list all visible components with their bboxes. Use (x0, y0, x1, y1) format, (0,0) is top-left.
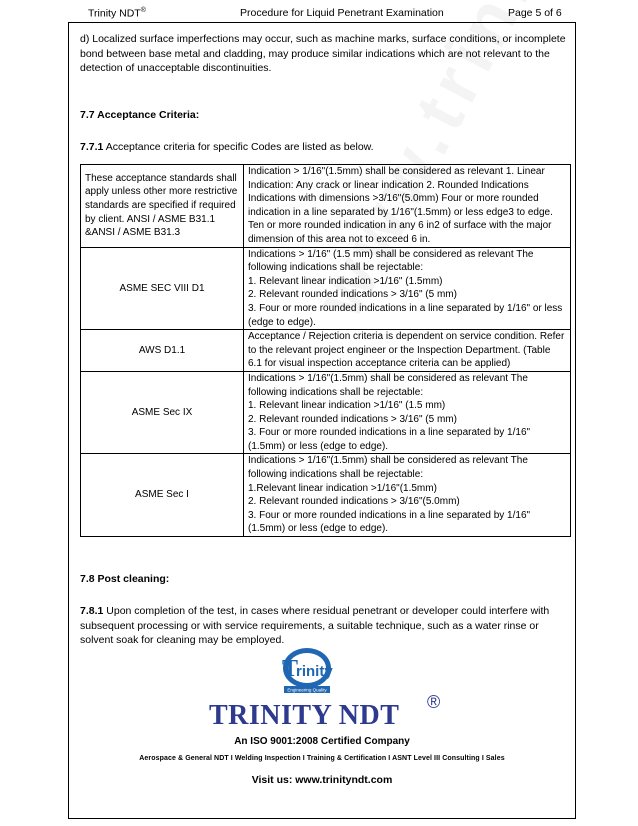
section-7-7-heading: 7.7 Acceptance Criteria: (80, 109, 200, 121)
criteria-line: 2. Relevant rounded indications > 3/16"(5.0mm) (248, 496, 460, 508)
section-7-7-1-paragraph: 7.7.1 Acceptance criteria for specific Codes are listed as below. (80, 141, 374, 153)
acceptance-criteria-table (80, 164, 571, 537)
criteria-line: 3. Four or more rounded indications in a line separated by 1/16"(1.5mm) or less (edge to edge). (248, 509, 531, 535)
services-line: Aerospace & General NDT I Welding Inspection I Training & Certification I ASNT Level III Consulting I Sales (139, 755, 505, 762)
header-company: Trinity NDT® (88, 7, 146, 20)
criteria-code-cell: These acceptance standards shall apply unless other more restrictive standards are specified if required by client. ANSI / ASME B31.1 &ANSI / ASME B31.3 (81, 165, 244, 248)
section-7-8-1-paragraph: 7.8.1 Upon completion of the test, in cases where residual penetrant or developer could interfere with subsequent processing or with service requirements, a suitable technique, such as a water rinse or solvent soak for cleaning may be employed. (80, 605, 550, 646)
page-body (68, 22, 576, 819)
document-page (68, 0, 576, 826)
criteria-line: Indications > 1/16"(1.5mm) shall be considered as relevant The following indications shall be rejectable: (248, 372, 528, 398)
registered-mark: ® (427, 692, 441, 712)
criteria-line: Indications > 1/16"(1.5mm) shall be considered as relevant The following indications shall be rejectable: (248, 455, 528, 481)
intro-paragraph: d) Localized surface imperfections may occur, such as machine marks, surface conditions, or incomplete bond between base metal and cladding, may produce similar indications which are not relevant to the detection of unacceptable discontinuities. (80, 33, 566, 74)
section-7-8-heading: 7.8 Post cleaning: (80, 573, 170, 585)
header-doc-title: Procedure for Liquid Penetrant Examination (240, 7, 444, 19)
criteria-description-cell (244, 247, 571, 330)
emblem-letter: T (282, 656, 299, 682)
section-number: 7.7.1 (80, 141, 104, 153)
criteria-description-cell (244, 330, 571, 372)
section-number: 7.8.1 (80, 605, 104, 617)
emblem-word: rinity (296, 663, 333, 680)
criteria-line: 2. Relevant rounded indications > 3/16" (5 mm) (248, 289, 457, 301)
criteria-line: Acceptance / Rejection criteria is dependent on service condition. Refer to the relevant project engineer or the Inspection Department. (Table 6.1 for visual inspection acceptance criteria can be applied) (248, 331, 565, 370)
brand-name: TRINITY NDT (209, 700, 400, 731)
company-logo-block (69, 642, 575, 812)
criteria-row (81, 247, 571, 330)
criteria-line: Indications > 1/16" (1.5 mm) shall be considered as relevant The following indications shall be rejectable: (248, 248, 534, 274)
header-page-number: Page 5 of 6 (508, 7, 562, 19)
criteria-row (81, 165, 571, 248)
criteria-line: 2. Relevant rounded indications > 3/16" (5 mm) (248, 413, 457, 425)
criteria-row (81, 371, 571, 454)
criteria-line: 1.Relevant linear indication >1/16"(1.5mm) (248, 482, 437, 494)
criteria-line: 1. Relevant linear indication >1/16" (1.5mm) (248, 275, 443, 287)
criteria-line: 3. Four or more rounded indications in a line separated by 1/16" or less (edge to edge). (248, 302, 563, 328)
criteria-line: 3. Four or more rounded indications in a line separated by 1/16" (1.5mm) or less (edge to edge). (248, 427, 531, 452)
website-line: Visit us: www.trinityndt.com (251, 774, 393, 786)
iso-certification-line: An ISO 9001:2008 Certified Company (234, 736, 410, 747)
criteria-row (81, 454, 571, 537)
criteria-line: Indication > 1/16"(1.5mm) shall be considered as relevant 1. Linear Indication: Any crack or linear indication 2. Rounded Indications Indications with dimensions >3/16"(5.0mm) Four or more rounded indication in a line separated by 1/16"(1.5mm) or less edge3 to edge. Ten or more rounded indication in any 6 in2 of surface with the major dimension of this area not to exceed 6 in. (248, 166, 553, 245)
criteria-code-cell: AWS D1.1 (81, 330, 244, 372)
criteria-row (81, 330, 571, 372)
criteria-code-cell: ASME Sec IX (81, 371, 244, 454)
trinity-emblem-logo (274, 646, 340, 696)
criteria-code-cell: ASME SEC VIII D1 (81, 247, 244, 330)
criteria-description-cell (244, 454, 571, 537)
criteria-line: 1. Relevant linear indication >1/16" (1.5 mm) (248, 400, 446, 412)
emblem-tagline: Engineering Quality (287, 687, 327, 693)
criteria-description-cell (244, 371, 571, 454)
criteria-code-cell: ASME Sec I (81, 454, 244, 537)
criteria-description-cell (244, 165, 571, 248)
